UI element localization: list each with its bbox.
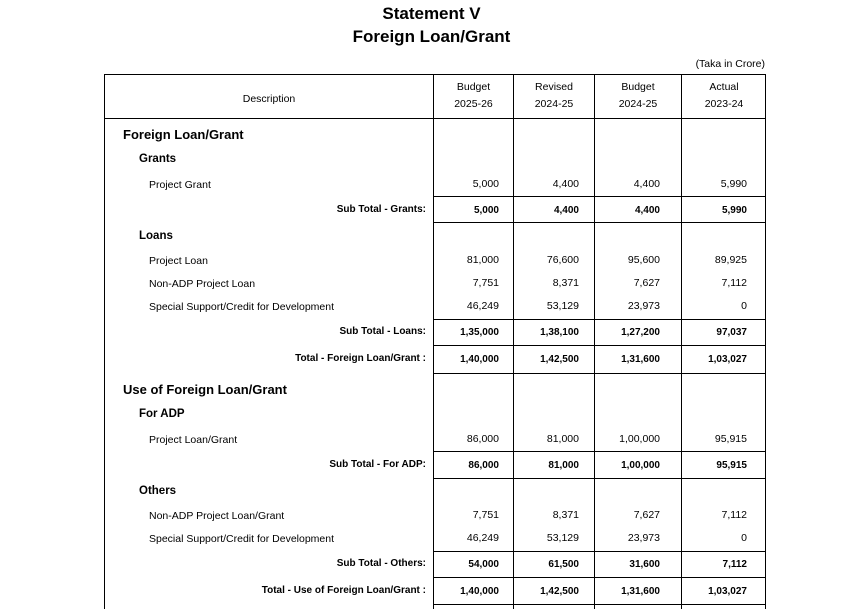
column-divider bbox=[681, 74, 682, 609]
cell: 95,915 bbox=[714, 433, 747, 445]
subtotal-rule bbox=[433, 451, 766, 452]
cell: 7,627 bbox=[633, 277, 660, 289]
cell: 1,42,500 bbox=[540, 586, 579, 597]
cell: 31,600 bbox=[629, 559, 660, 570]
cell: 1,31,600 bbox=[621, 586, 660, 597]
cell: 1,40,000 bbox=[460, 354, 499, 365]
header-rule bbox=[104, 118, 766, 119]
cell: 4,400 bbox=[553, 205, 579, 216]
cell: 53,129 bbox=[546, 532, 579, 544]
row-label-total-foreign: Total - Foreign Loan/Grant : bbox=[295, 353, 426, 364]
subtotal-rule bbox=[433, 577, 766, 578]
column-divider bbox=[433, 74, 434, 609]
cell: 5,000 bbox=[473, 205, 499, 216]
cell: 8,371 bbox=[552, 277, 579, 289]
header-budget-2025-26: Budget 2025-26 bbox=[454, 81, 493, 110]
header-budget-2024-25: Budget 2024-25 bbox=[618, 81, 658, 110]
cell: 1,00,000 bbox=[619, 433, 660, 445]
table-frame bbox=[104, 74, 766, 609]
cell: 81,000 bbox=[548, 460, 579, 471]
cell: 86,000 bbox=[466, 433, 499, 445]
cell: 54,000 bbox=[468, 559, 499, 570]
cell: 81,000 bbox=[466, 254, 499, 266]
subtotal-rule bbox=[433, 345, 766, 346]
header-revised-2024-25: Revised 2024-25 bbox=[534, 81, 574, 110]
cell: 1,31,600 bbox=[621, 354, 660, 365]
cell: 61,500 bbox=[548, 559, 579, 570]
cell: 95,915 bbox=[716, 460, 747, 471]
row-label-project-grant: Project Grant bbox=[149, 179, 211, 191]
column-divider bbox=[594, 74, 595, 609]
section-title-use: Use of Foreign Loan/Grant bbox=[123, 382, 287, 397]
cell: 4,400 bbox=[633, 178, 660, 190]
cell: 1,03,027 bbox=[708, 354, 747, 365]
subtotal-rule bbox=[433, 604, 766, 605]
cell: 4,400 bbox=[634, 205, 660, 216]
column-divider bbox=[513, 74, 514, 609]
cell: 23,973 bbox=[627, 300, 660, 312]
statement-subtitle: Foreign Loan/Grant bbox=[352, 27, 511, 46]
subtotal-rule bbox=[433, 196, 766, 197]
cell: 76,600 bbox=[546, 254, 579, 266]
group-title-grants: Grants bbox=[139, 153, 177, 165]
row-label-project-loan-grant: Project Loan/Grant bbox=[149, 434, 238, 446]
cell: 7,627 bbox=[633, 509, 660, 521]
cell: 81,000 bbox=[546, 433, 579, 445]
cell: 7,751 bbox=[472, 509, 499, 521]
cell: 7,751 bbox=[472, 277, 499, 289]
cell: 7,112 bbox=[721, 277, 747, 289]
cell: 4,400 bbox=[552, 178, 579, 190]
group-title-for-adp: For ADP bbox=[139, 408, 185, 420]
row-label-total-use: Total - Use of Foreign Loan/Grant : bbox=[261, 585, 426, 596]
cell: 1,27,200 bbox=[621, 327, 660, 338]
subtotal-rule bbox=[433, 222, 766, 223]
cell: 89,925 bbox=[714, 254, 747, 266]
cell: 53,129 bbox=[546, 300, 579, 312]
cell: 5,990 bbox=[721, 205, 747, 216]
cell: 1,35,000 bbox=[460, 327, 499, 338]
row-label-special-support: Special Support/Credit for Development bbox=[149, 301, 335, 313]
cell: 23,973 bbox=[627, 532, 660, 544]
row-label-non-adp-loan-grant: Non-ADP Project Loan/Grant bbox=[149, 510, 285, 522]
group-title-loans: Loans bbox=[139, 230, 173, 242]
cell: 95,600 bbox=[627, 254, 660, 266]
cell: 46,249 bbox=[466, 532, 499, 544]
cell: 97,037 bbox=[716, 327, 747, 338]
cell: 86,000 bbox=[468, 460, 499, 471]
row-label-subtotal-others: Sub Total - Others: bbox=[336, 558, 426, 569]
row-label-subtotal-loans: Sub Total - Loans: bbox=[339, 326, 426, 337]
cell: 0 bbox=[741, 532, 747, 544]
subtotal-rule bbox=[433, 319, 766, 320]
subtotal-rule bbox=[433, 551, 766, 552]
subtotal-rule bbox=[433, 478, 766, 479]
group-title-others: Others bbox=[139, 485, 177, 497]
section-title-foreign: Foreign Loan/Grant bbox=[123, 127, 244, 142]
subtotal-rule bbox=[433, 373, 766, 374]
cell: 1,03,027 bbox=[708, 586, 747, 597]
statement-title: Statement V bbox=[382, 4, 481, 23]
row-label-subtotal-for-adp: Sub Total - For ADP: bbox=[329, 459, 426, 470]
row-label-project-loan: Project Loan bbox=[149, 255, 208, 267]
row-label-special-support-others: Special Support/Credit for Development bbox=[149, 533, 335, 545]
cell: 1,38,100 bbox=[540, 327, 579, 338]
cell: 7,112 bbox=[722, 559, 747, 570]
cell: 1,40,000 bbox=[460, 586, 499, 597]
header-actual-2023-24: Actual 2023-24 bbox=[704, 81, 744, 110]
header-description: Description bbox=[242, 93, 296, 105]
row-label-subtotal-grants: Sub Total - Grants: bbox=[336, 204, 426, 215]
unit-note: (Taka in Crore) bbox=[695, 58, 765, 70]
cell: 1,42,500 bbox=[540, 354, 579, 365]
cell: 7,112 bbox=[721, 509, 747, 521]
cell: 8,371 bbox=[552, 509, 579, 521]
cell: 1,00,000 bbox=[621, 460, 660, 471]
cell: 46,249 bbox=[466, 300, 499, 312]
row-label-non-adp-loan: Non-ADP Project Loan bbox=[149, 278, 256, 290]
cell: 0 bbox=[741, 300, 747, 312]
cell: 5,000 bbox=[472, 178, 499, 190]
cell: 5,990 bbox=[720, 178, 747, 190]
